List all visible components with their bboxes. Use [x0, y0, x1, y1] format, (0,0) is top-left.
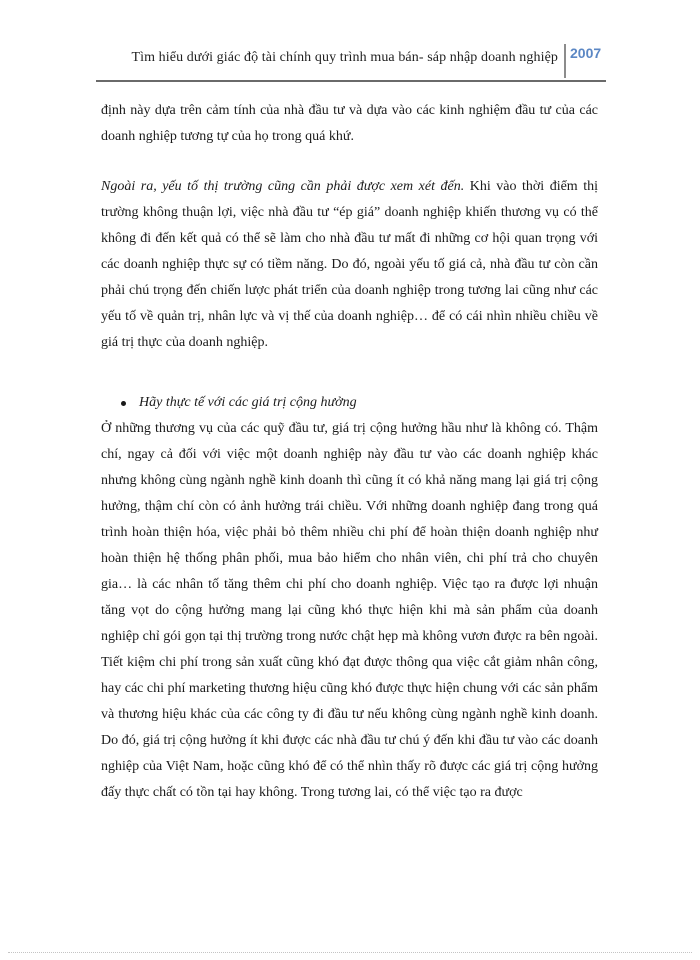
page-header [96, 44, 606, 78]
header-rule [96, 80, 606, 82]
header-divider [564, 44, 566, 78]
bullet-heading-text: Hãy thực tế với các giá trị cộng hưởng [139, 395, 357, 410]
paragraph-continued: định này dựa trên cảm tính của nhà đầu tư và dựa vào các kinh nghiệm đầu tư của các doanh nghiệp tương tự của họ trong quá khứ. [101, 103, 598, 144]
paragraph-body-text: Khi vào thời điểm thị trường không thuận lợi, việc nhà đầu tư “ép giá” doanh nghiệp khiến thương vụ có thể không đi đến kết quả có thể sẽ làm cho nhà đầu tư mất đi những cơ hội quan trọng với các doanh nghiệp thực sự có tiềm năng. Do đó, ngoài yếu tố giá cả, nhà đầu tư còn cần phải chú trọng đến chiến lược phát triển của doanh nghiệp trong tương lai cũng như các yếu tố về quản trị, nhân lực và vị thế của doanh nghiệp… để có cái nhìn nhiều chiều về giá trị thực của doanh nghiệp. [101, 179, 598, 350]
paragraph-market-factor [101, 174, 598, 356]
page-bottom-border [8, 952, 692, 953]
page-number: 2007 [570, 45, 602, 61]
paragraph-spacer [101, 356, 598, 380]
paragraph-lead-italic: Ngoài ra, yếu tố thị trường cũng cần phải được xem xét đến. [101, 179, 465, 194]
bullet-heading [101, 390, 598, 416]
bullet-icon [121, 401, 126, 406]
document-body [101, 98, 598, 806]
header-title: Tìm hiểu dưới giác độ tài chính quy trình mua bán- sáp nhập doanh nghiệp [131, 50, 558, 65]
paragraph-synergy: Ở những thương vụ của các quỹ đầu tư, giá trị cộng hưởng hầu như là không có. Thậm chí, ngay cả đối với việc một doanh nghiệp này đầu tư vào các doanh nghiệp khác nhưng không cùng ngành nghề kinh doanh thì cũng ít có khả năng mang lại giá trị cộng hưởng, thậm chí còn có ảnh hưởng trái chiều. Với những doanh nghiệp đang trong quá trình hoàn thiện hóa, việc phải bỏ thêm nhiều chi phí để hoàn thiện doanh nghiệp như hoàn thiện hệ thống phân phối, mua bảo hiểm cho nhân viên, chi phí trả cho chuyên gia… là các nhân tố tăng thêm chi phí cho doanh nghiệp. Việc tạo ra được lợi nhuận tăng vọt do cộng hưởng mang lại cũng khó thực hiện khi mà sản phẩm của doanh nghiệp chỉ gói gọn tại thị trường trong nước chật hẹp mà không vươn được ra bên ngoài. Tiết kiệm chi phí trong sản xuất cũng khó đạt được thông qua việc cắt giảm nhân công, hay các chi phí marketing thương hiệu cũng khó được thực hiện chung với các sản phẩm và thương hiệu khác của các công ty đi đầu tư nếu không cùng ngành nghề kinh doanh. Do đó, giá trị cộng hưởng ít khi được các nhà đầu tư chú ý đến khi đầu tư vào các doanh nghiệp của Việt Nam, hoặc cũng khó để có thể nhìn thấy rõ được các giá trị cộng hưởng đấy thực chất có tồn tại hay không. Trong tương lai, có thể việc tạo ra được [101, 421, 598, 800]
paragraph-spacer [101, 150, 598, 174]
